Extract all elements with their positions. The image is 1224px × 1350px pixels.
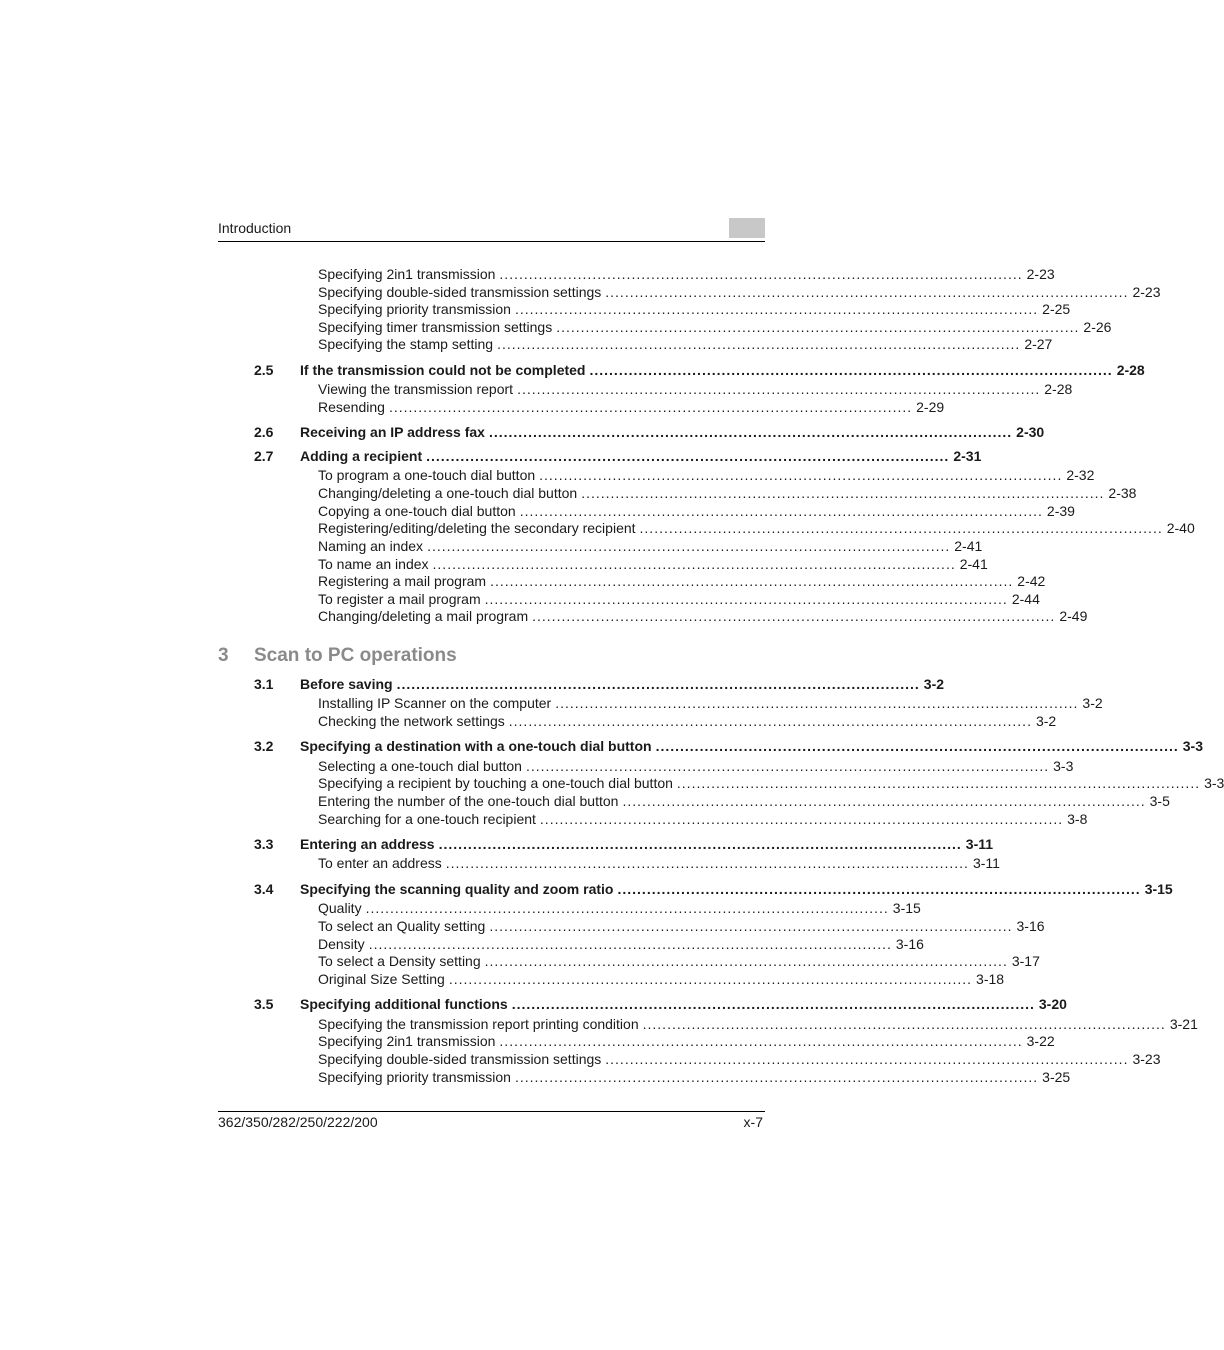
toc-entry[interactable]: Viewing the transmission report ........................................................................................................... 2-28 xyxy=(318,381,1073,397)
footer-page-number: x-7 xyxy=(743,1114,763,1130)
toc-entry[interactable]: Registering a mail program ........................................................................................................... 2-42 xyxy=(318,573,1046,589)
toc-section[interactable]: Receiving an IP address fax ........................................................................................................... 2-30 xyxy=(300,424,1045,440)
toc-entry[interactable]: Selecting a one-touch dial button ........................................................................................................... 3-3 xyxy=(318,758,1074,774)
section-number: 3.1 xyxy=(254,676,274,692)
toc-entry[interactable]: To program a one-touch dial button ........................................................................................................... 2-32 xyxy=(318,467,1095,483)
toc-entry[interactable]: Specifying double-sided transmission settings ........................................................................................................... 2-23 xyxy=(318,284,1161,300)
toc-entry[interactable]: Entering the number of the one-touch dial button ........................................................................................................... 3-5 xyxy=(318,793,1170,809)
toc-entry[interactable]: Original Size Setting ........................................................................................................... 3-18 xyxy=(318,971,1005,987)
toc-entry[interactable]: Specifying 2in1 transmission ........................................................................................................... 3-22 xyxy=(318,1033,1055,1049)
toc-entry[interactable]: Searching for a one-touch recipient ........................................................................................................... 3-8 xyxy=(318,811,1088,827)
section-number: 2.7 xyxy=(254,448,274,464)
toc-entry[interactable]: To name an index ........................................................................................................... 2-41 xyxy=(318,556,988,572)
toc-entry[interactable]: Copying a one-touch dial button ........................................................................................................... 2-39 xyxy=(318,503,1075,519)
toc-section[interactable]: Specifying additional functions ........................................................................................................... 3-20 xyxy=(300,996,1067,1012)
section-number: 3.2 xyxy=(254,738,274,754)
toc-entry[interactable]: To select a Density setting ........................................................................................................... 3-17 xyxy=(318,953,1040,969)
header-tab-marker xyxy=(729,218,765,238)
toc-entry[interactable]: Specifying timer transmission settings ........................................................................................................... 2-26 xyxy=(318,319,1112,335)
toc-entry[interactable]: Specifying the stamp setting ........................................................................................................... 2-27 xyxy=(318,336,1053,352)
toc-entry[interactable]: Changing/deleting a mail program ........................................................................................................... 2-49 xyxy=(318,608,1088,624)
toc-entry[interactable]: To register a mail program ........................................................................................................... 2-44 xyxy=(318,591,1040,607)
toc-entry[interactable]: Specifying priority transmission ........................................................................................................... 2-25 xyxy=(318,301,1071,317)
header-rule xyxy=(218,241,765,242)
chapter-number: 3 xyxy=(218,645,229,666)
toc-section[interactable]: Before saving ........................................................................................................... 3-2 xyxy=(300,676,945,692)
toc-entry[interactable]: Density ........................................................................................................... 3-16 xyxy=(318,936,924,952)
toc-entry[interactable]: Quality ........................................................................................................... 3-15 xyxy=(318,900,921,916)
toc-entry[interactable]: Naming an index ........................................................................................................... 2-41 xyxy=(318,538,983,554)
toc-section[interactable]: Specifying a destination with a one-touch dial button ........................................................................................................... 3-3 xyxy=(300,738,1203,754)
footer-rule xyxy=(218,1111,765,1112)
toc-entry[interactable]: Specifying a recipient by touching a one-touch dial button ........................................................................................................... 3-3 xyxy=(318,775,1224,791)
toc-entry[interactable]: To enter an address ........................................................................................................... 3-11 xyxy=(318,855,1000,871)
running-header-title: Introduction xyxy=(218,220,292,236)
section-number: 2.6 xyxy=(254,424,274,440)
toc-entry[interactable]: Changing/deleting a one-touch dial button ........................................................................................................... 2-38 xyxy=(318,485,1137,501)
toc-entry[interactable]: Specifying double-sided transmission settings ........................................................................................................... 3-23 xyxy=(318,1051,1161,1067)
toc-entry[interactable]: Specifying the transmission report printing condition ........................................................................................................... 3-21 xyxy=(318,1016,1198,1032)
section-number: 3.3 xyxy=(254,836,274,852)
toc-entry[interactable]: To select an Quality setting ........................................................................................................... 3-16 xyxy=(318,918,1045,934)
chapter-title[interactable]: Scan to PC operations xyxy=(254,645,457,666)
toc-section[interactable]: Specifying the scanning quality and zoom ratio ........................................................................................................... 3-15 xyxy=(300,881,1173,897)
toc-section[interactable]: If the transmission could not be completed ........................................................................................................... 2-28 xyxy=(300,362,1145,378)
toc-section[interactable]: Adding a recipient ........................................................................................................... 2-31 xyxy=(300,448,982,464)
toc-entry[interactable]: Specifying 2in1 transmission ........................................................................................................... 2-23 xyxy=(318,266,1055,282)
section-number: 3.4 xyxy=(254,881,274,897)
footer-model-numbers: 362/350/282/250/222/200 xyxy=(218,1114,378,1130)
toc-entry[interactable]: Registering/editing/deleting the secondary recipient ........................................................................................................... 2-40 xyxy=(318,520,1195,536)
section-number: 2.5 xyxy=(254,362,274,378)
toc-entry[interactable]: Resending ........................................................................................................... 2-29 xyxy=(318,399,945,415)
toc-entry[interactable]: Installing IP Scanner on the computer ........................................................................................................... 3-2 xyxy=(318,695,1103,711)
toc-entry[interactable]: Specifying priority transmission ........................................................................................................... 3-25 xyxy=(318,1069,1071,1085)
toc-entry[interactable]: Checking the network settings ........................................................................................................... 3-2 xyxy=(318,713,1057,729)
section-number: 3.5 xyxy=(254,996,274,1012)
toc-section[interactable]: Entering an address ........................................................................................................... 3-11 xyxy=(300,836,994,852)
